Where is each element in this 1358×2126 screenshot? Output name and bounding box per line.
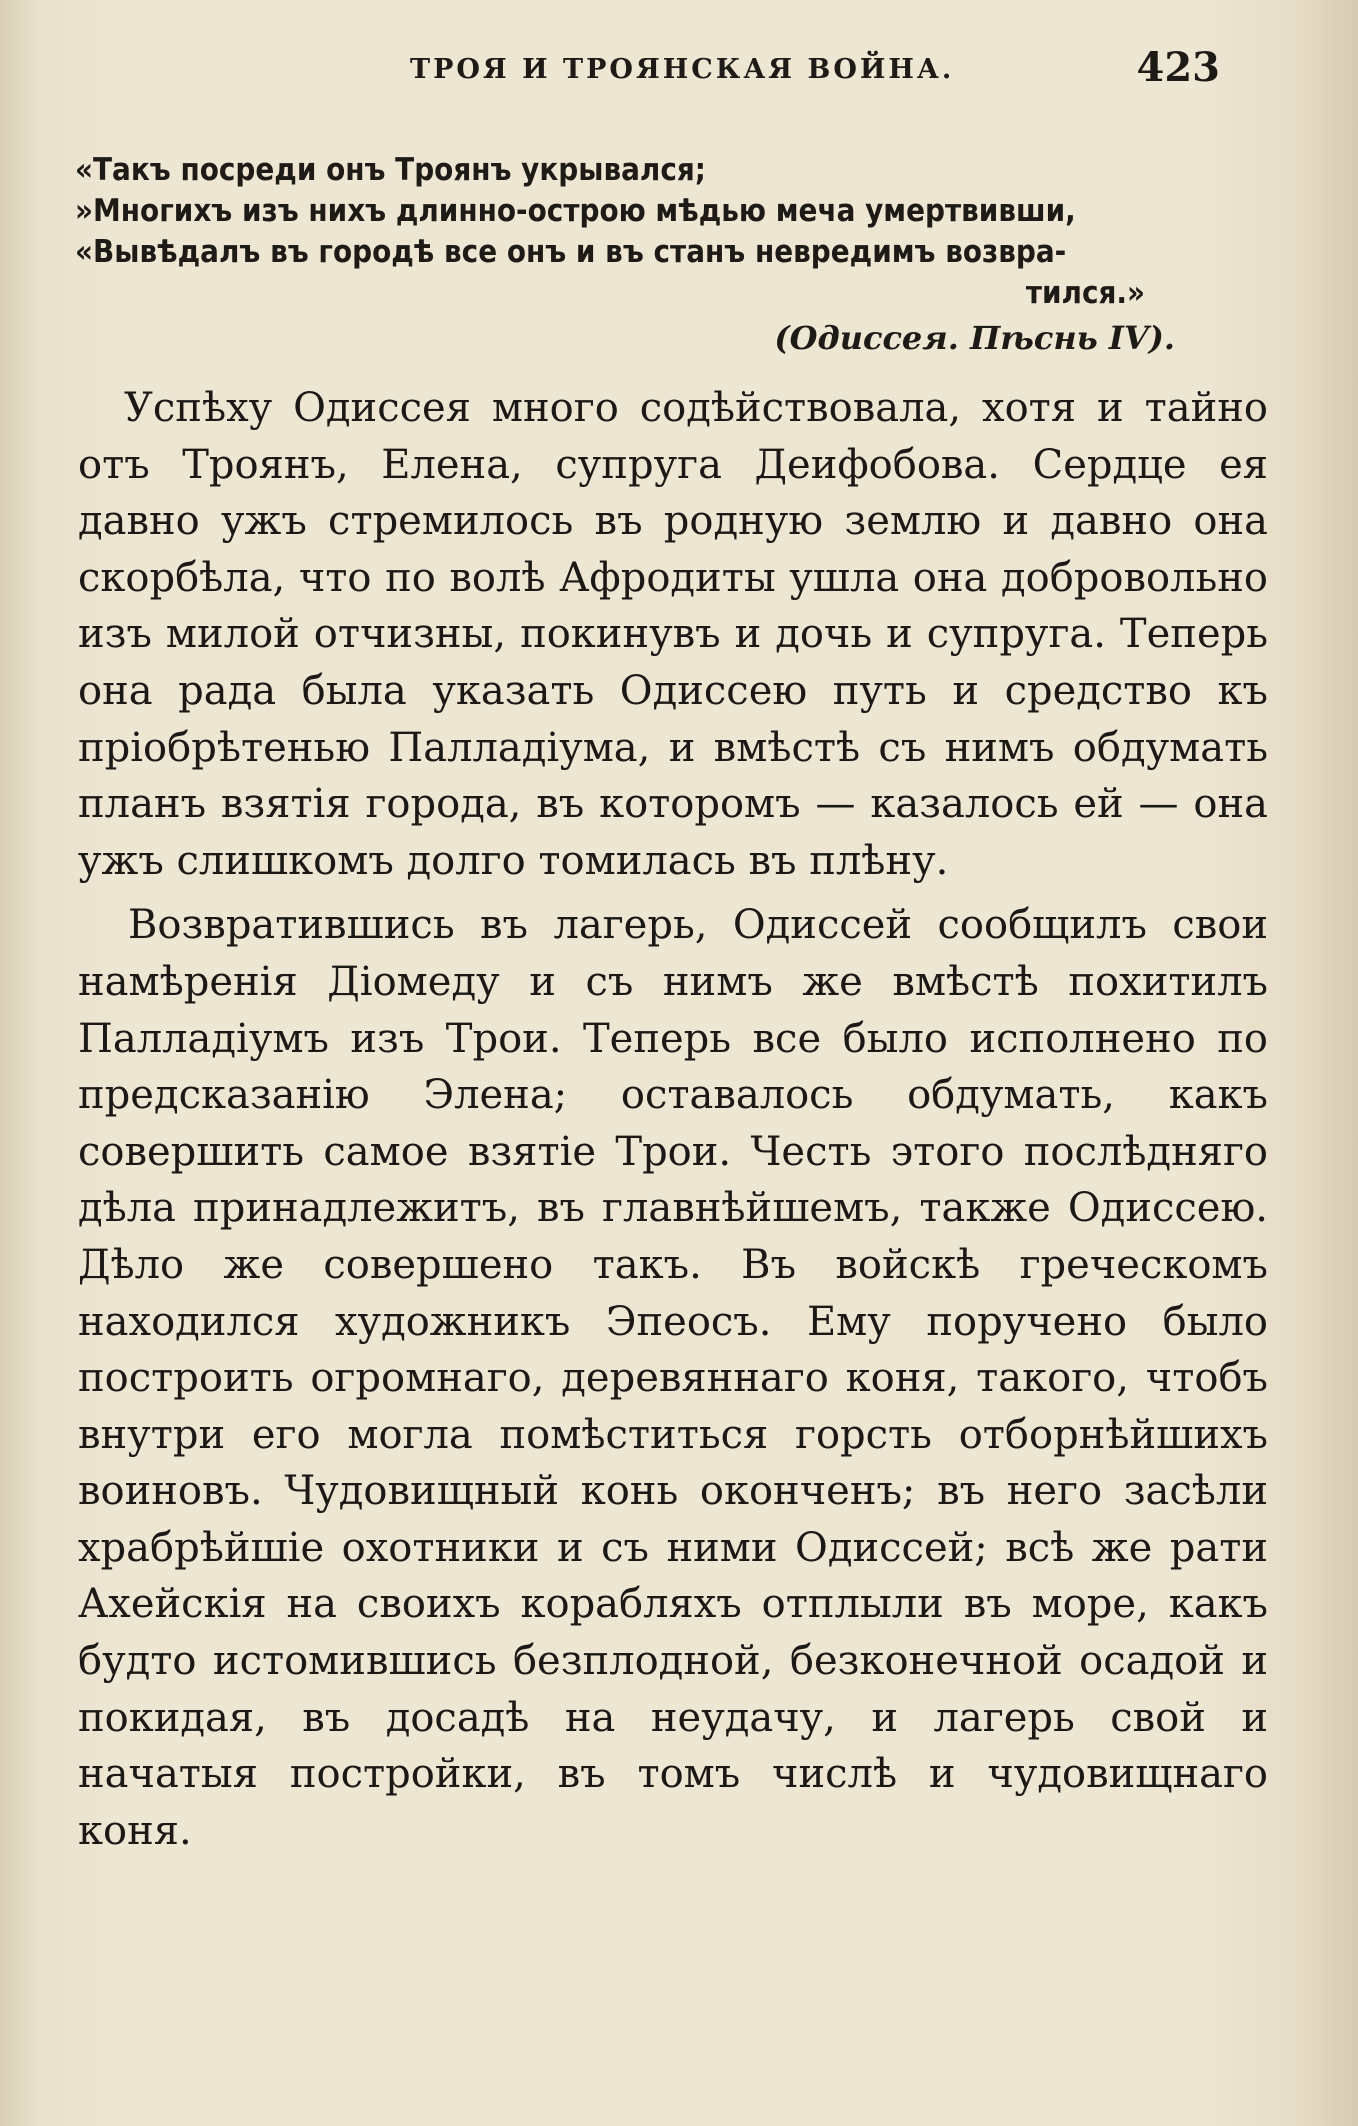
page-header [80,40,1220,100]
body-text [78,380,1268,1859]
paragraph: Успѣху Одиссея много содѣйствовала, хотя и тайно отъ Троянъ, Елена, супруга Деифобова. Сердце ея давно ужъ стремилось въ родную землю и давно она скорбѣла, что по волѣ Афродиты ушла она добровольно изъ милой отчизны, покинувъ и дочь и супруга. Теперь она рада была указать Одиссею путь и средство къ пріобрѣтенью Палладіума, и вмѣстѣ съ нимъ обдумать планъ взятія города, въ которомъ — казалось ей — она ужъ слишкомъ долго томилась въ плѣну. [78,385,1268,884]
epigraph-line: «Такъ посреди онъ Троянъ укрывался; [75,152,706,188]
epigraph-line: «Вывѣдалъ въ городѣ все онъ и въ станъ невредимъ возвра- [75,234,1067,270]
paragraph: Возвратившись въ лагерь, Одиссей сообщилъ свои намѣренія Діомеду и съ нимъ же вмѣстѣ похитилъ Палладіумъ изъ Трои. Теперь все было исполнено по предсказанію Элена; оставалось обдумать, какъ совершить самое взятіе Трои. Честь этого послѣдняго дѣла принадлежитъ, въ главнѣйшемъ, также Одиссею. Дѣло же совершено такъ. Въ войскѣ греческомъ находился художникъ Эпеосъ. Ему поручено было построить огромнаго, деревяннаго коня, такого, чтобъ внутри его могла помѣститься горсть отборнѣйшихъ воиновъ. Чудовищный конь оконченъ; въ него засѣли храбрѣйшіе охотники и съ ними Одиссей; всѣ же рати Ахейскія на своихъ корабляхъ отплыли въ море, какъ будто истомившись безплодной, безконечной осадой и покидая, въ досадѣ на неудачу, и лагерь свой и начатыя постройки, въ томъ числѣ и чудовищнаго коня. [78,902,1268,1854]
page-number: 423 [1136,44,1220,91]
epigraph-quote [75,150,1205,359]
epigraph-source: (Одиссея. Пѣснь IV). [774,319,1175,357]
epigraph-line-continuation: тился.» [1025,275,1145,311]
epigraph-line: »Многихъ изъ нихъ длинно-острою мѣдью меча умертвивши, [75,193,1076,229]
running-title: ТРОЯ И ТРОЯНСКАЯ ВОЙНА. [410,54,955,85]
